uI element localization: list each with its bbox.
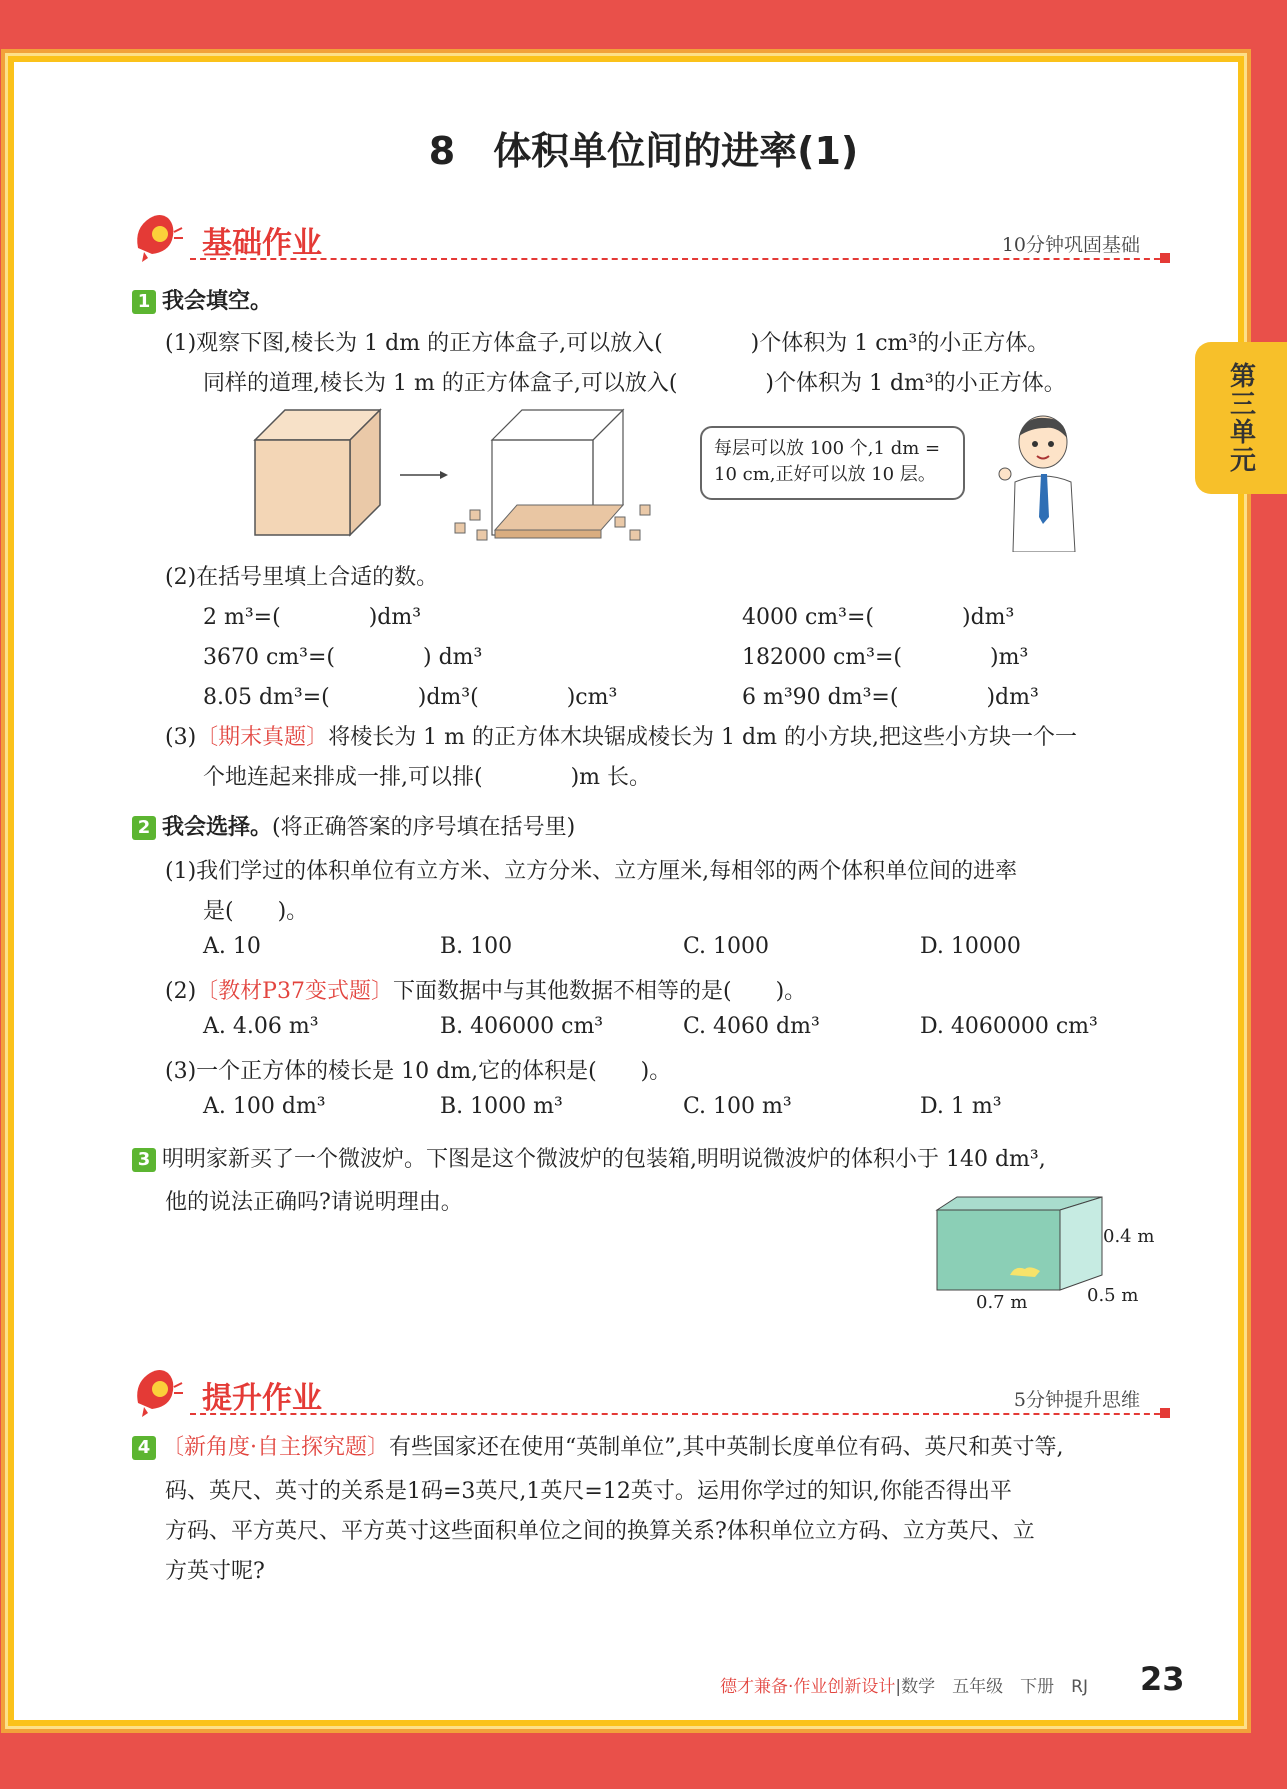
section-name: 提升作业	[202, 1381, 322, 1416]
question-number: 4	[132, 1436, 156, 1460]
footer-meta: |数学 五年级 下册 RJ	[895, 1677, 1088, 1697]
option-a: A. 4.06 m³	[203, 1014, 319, 1039]
option-b: B. 100	[440, 934, 513, 959]
question-1-heading	[132, 284, 272, 319]
page-number: 23	[1140, 1660, 1185, 1698]
question-4-line1	[132, 1430, 1063, 1465]
section-basic-header	[130, 212, 1170, 262]
option-d: D. 4060000 cm³	[920, 1014, 1098, 1039]
q2-sub1-line2: 是( )。	[203, 899, 309, 924]
question-text: 有些国家还在使用“英制单位”,其中英制长度单位有码、英尺和英寸等,	[389, 1435, 1064, 1460]
conversion-6: 6 m³90 dm³=( )dm³	[742, 685, 1039, 710]
question-number: 2	[132, 816, 156, 840]
question-title: 我会填空。	[162, 289, 273, 314]
section-tip: 5分钟提升思维	[1013, 1389, 1140, 1411]
question-4-line4: 方英寸呢?	[165, 1559, 265, 1584]
box-width-label: 0.5 m	[1087, 1285, 1139, 1306]
question-note: (将正确答案的序号填在括号里)	[272, 815, 576, 840]
divider	[190, 1413, 1170, 1415]
option-c: C. 1000	[683, 934, 770, 959]
box-height-label: 0.4 m	[1103, 1226, 1155, 1247]
question-title: 我会选择。	[162, 815, 273, 840]
q1-part1-line2: 同样的道理,棱长为 1 m 的正方体盒子,可以放入( )个体积为 1 dm³的小正方体。	[203, 371, 1066, 396]
question-3-line1	[132, 1142, 1046, 1177]
conversion-1: 2 m³=( )dm³	[203, 605, 422, 630]
question-4-line3: 方码、平方英尺、平方英寸这些面积单位之间的换算关系?体积单位立方码、立方英尺、立	[165, 1519, 1035, 1544]
question-4-line2: 码、英尺、英寸的关系是1码=3英尺,1英尺=12英寸。运用你学过的知识,你能否得出平	[165, 1479, 1012, 1504]
conversion-2: 4000 cm³=( )dm³	[742, 605, 1015, 630]
cube-figure	[245, 405, 665, 545]
part-prefix: (3)	[165, 725, 197, 750]
q2-sub1-line1: (1)我们学过的体积单位有立方米、立方分米、立方厘米,每相邻的两个体积单位间的进率	[165, 859, 1018, 884]
textbook-tag: 〔教材P37变式题〕	[196, 979, 393, 1004]
new-angle-tag: 〔新角度·自主探究题〕	[162, 1435, 389, 1460]
box-length-label: 0.7 m	[976, 1292, 1028, 1313]
q2-sub3: (3)一个正方体的棱长是 10 dm,它的体积是( )。	[165, 1059, 672, 1084]
conversion-5: 8.05 dm³=( )dm³( )cm³	[203, 685, 618, 710]
part-text: 下面数据中与其他数据不相等的是( )。	[392, 979, 807, 1004]
q1-part3-line1	[165, 720, 1077, 751]
bell-icon	[130, 208, 186, 264]
teacher-illustration	[995, 412, 1090, 552]
unit-tab: 第三单元	[1195, 342, 1287, 494]
q1-part3-line2: 个地连起来排成一排,可以排( )m 长。	[203, 765, 652, 790]
conversion-4: 182000 cm³=( )m³	[742, 645, 1029, 670]
option-b: B. 1000 m³	[440, 1094, 563, 1119]
option-d: D. 1 m³	[920, 1094, 1002, 1119]
question-2-heading	[132, 810, 575, 845]
divider-end	[1160, 1408, 1170, 1418]
option-c: C. 4060 dm³	[683, 1014, 820, 1039]
footer-brand: 德才兼备·作业创新设计	[720, 1677, 896, 1697]
option-b: B. 406000 cm³	[440, 1014, 604, 1039]
option-d: D. 10000	[920, 934, 1021, 959]
q2-sub2	[165, 974, 806, 1005]
part-text: 将棱长为 1 m 的正方体木块锯成棱长为 1 dm 的小方块,把这些小方块一个一	[328, 725, 1077, 750]
option-a: A. 100 dm³	[203, 1094, 326, 1119]
question-number: 3	[132, 1148, 156, 1172]
option-c: C. 100 m³	[683, 1094, 792, 1119]
section-name: 基础作业	[202, 226, 322, 261]
section-advanced-header	[130, 1367, 1170, 1417]
section-tip: 10分钟巩固基础	[1001, 234, 1140, 256]
conversion-3: 3670 cm³=( ) dm³	[203, 645, 483, 670]
question-3-line2: 他的说法正确吗?请说明理由。	[165, 1190, 463, 1215]
q1-part1-line1: (1)观察下图,棱长为 1 dm 的正方体盒子,可以放入( )个体积为 1 cm³的小正方体。	[165, 331, 1050, 356]
bell-icon	[130, 1363, 186, 1419]
hint-bubble: 每层可以放 100 个,1 dm = 10 cm,正好可以放 10 层。	[700, 426, 965, 500]
footer	[720, 1672, 1088, 1697]
page-title: 8 体积单位间的进率(1)	[428, 129, 859, 173]
divider-end	[1160, 253, 1170, 263]
question-text: 明明家新买了一个微波炉。下图是这个微波炉的包装箱,明明说微波炉的体积小于 140 dm³,	[162, 1147, 1046, 1172]
question-number: 1	[132, 290, 156, 314]
part-prefix: (2)	[165, 979, 197, 1004]
exam-tag: 〔期末真题〕	[196, 725, 329, 750]
divider	[190, 258, 1170, 260]
q1-part2-heading: (2)在括号里填上合适的数。	[165, 565, 439, 590]
microwave-box-figure	[935, 1195, 1105, 1295]
option-a: A. 10	[203, 934, 261, 959]
